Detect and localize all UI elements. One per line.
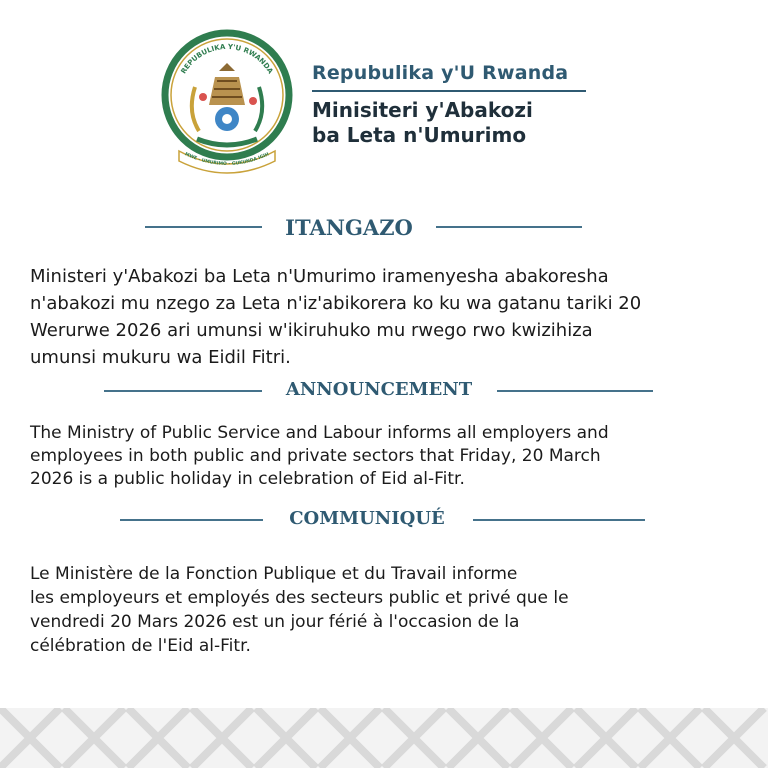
header-divider (312, 90, 586, 92)
paragraph-line: vendredi 20 Mars 2026 est un jour férié à l'occasion de la (30, 612, 520, 632)
heading-line-right (497, 390, 653, 392)
heading-line-right (436, 226, 582, 228)
paragraph-line: n'abakozi mu nzego za Leta n'iz'abikorera ko ku wa gatanu tariki 20 (30, 293, 642, 314)
paragraph-kinyarwanda (30, 263, 750, 371)
seal-top-text: REPUBULIKA Y'U RWANDA (179, 42, 275, 76)
paragraph-english (30, 422, 750, 491)
section-title: ITANGAZO (285, 215, 413, 240)
heading-line-right (473, 519, 645, 521)
paragraph-line: umunsi mukuru wa Eidil Fitri. (30, 347, 291, 368)
decorative-bottom-band (0, 708, 768, 768)
organization-header (312, 62, 586, 148)
ministry-name-line-1: Minisiteri y'Abakozi (312, 98, 533, 122)
paragraph-line: les employeurs et employés des secteurs public et privé que le (30, 588, 569, 608)
rwanda-coat-of-arms-seal (157, 27, 297, 177)
seal-bottom-text: MWE - UMURIMO - GUKUNDA IGIH (183, 152, 270, 168)
paragraph-line: The Ministry of Public Service and Labour informs all employers and (30, 423, 609, 443)
paragraph-line: Ministeri y'Abakozi ba Leta n'Umurimo iramenyesha abakoresha (30, 266, 609, 287)
heading-announcement (0, 379, 768, 403)
paragraph-line: employees in both public and private sectors that Friday, 20 March (30, 446, 601, 466)
ministry-name-line-2: ba Leta n'Umurimo (312, 123, 527, 147)
paragraph-french (30, 562, 750, 658)
paragraph-line: Le Ministère de la Fonction Publique et du Travail informe (30, 564, 518, 584)
heading-communique (0, 508, 768, 532)
paragraph-line: 2026 is a public holiday in celebration of Eid al-Fitr. (30, 469, 465, 489)
heading-itangazo (0, 215, 768, 239)
paragraph-line: Werurwe 2026 ari umunsi w'ikiruhuko mu rwego rwo kwizihiza (30, 320, 593, 341)
section-title: COMMUNIQUÉ (289, 508, 445, 529)
paragraph-line: célébration de l'Eid al-Fitr. (30, 636, 251, 656)
section-title: ANNOUNCEMENT (285, 379, 473, 400)
republic-name: Repubulika y'U Rwanda (312, 62, 569, 84)
heading-line-left (104, 390, 262, 392)
